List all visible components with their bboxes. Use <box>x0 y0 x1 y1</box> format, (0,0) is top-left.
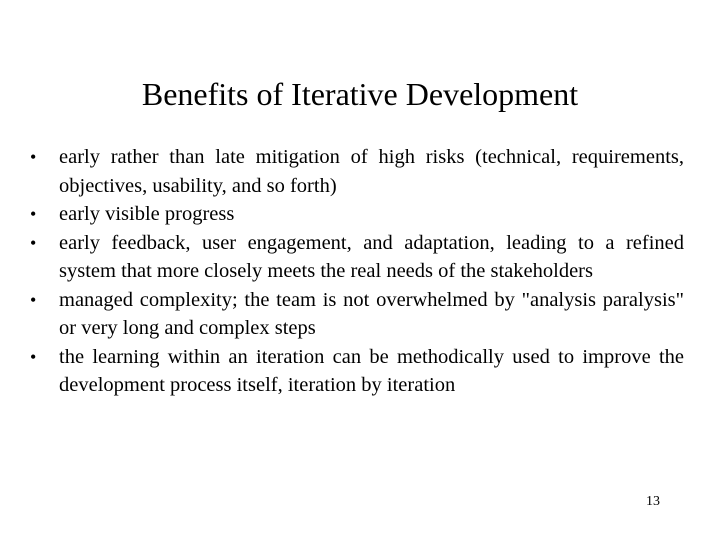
bullet-marker: • <box>30 232 37 253</box>
bullet-item <box>30 229 684 286</box>
bullet-marker: • <box>30 346 37 367</box>
bullet-marker: • <box>30 147 37 167</box>
bullet-marker: • <box>30 289 37 310</box>
bullet-text: the learning within an iteration can be methodically used to improve the development process itself, iteration by iteration <box>59 345 684 396</box>
bullet-text: early rather than late mitigation of high risks (technical, requirements, objectives, usability, and so forth) <box>59 146 684 197</box>
bullet-text: early feedback, user engagement, and adaptation, leading to a refined system that more closely meets the real needs of the stakeholders <box>59 231 684 282</box>
bullet-marker: • <box>30 204 37 224</box>
page-number: 13 <box>646 494 660 509</box>
slide-title: Benefits of Iterative Development <box>141 76 579 112</box>
bullet-text: managed complexity; the team is not overwhelmed by "analysis paralysis" or very long and complex steps <box>59 288 684 339</box>
bullet-text: early visible progress <box>59 203 235 225</box>
bullet-list <box>30 143 684 400</box>
bullet-item <box>30 200 684 229</box>
bullet-item <box>30 343 684 400</box>
bullet-item <box>30 143 684 200</box>
bullet-item <box>30 286 684 343</box>
